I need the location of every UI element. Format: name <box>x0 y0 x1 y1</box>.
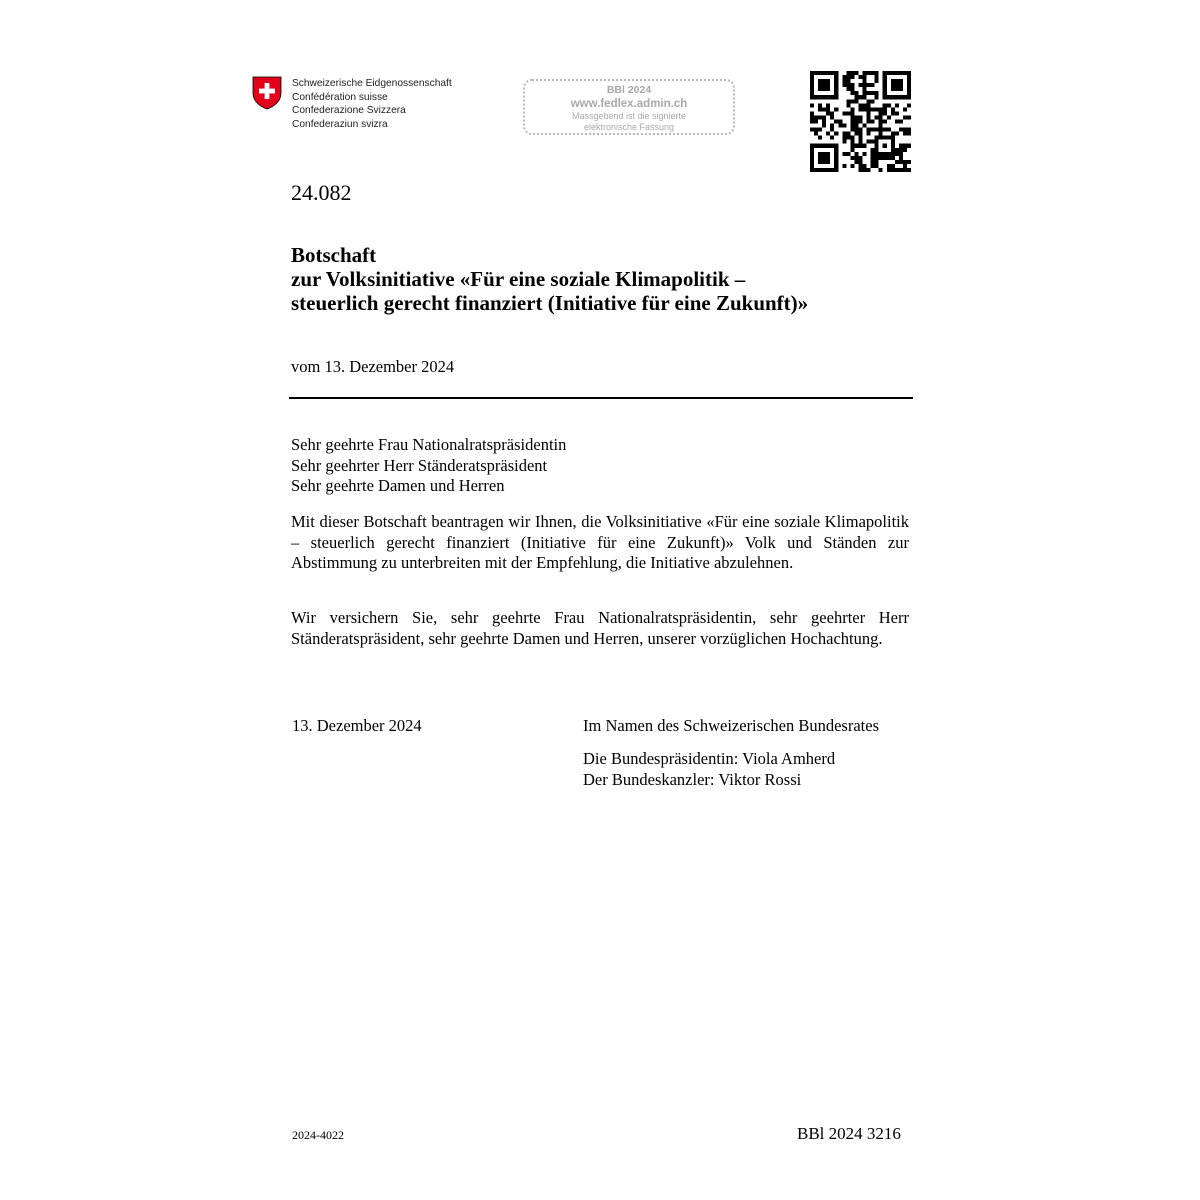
confederation-de: Schweizerische Eidgenossenschaft <box>292 78 452 89</box>
footer-reference: 2024-4022 <box>292 1128 344 1142</box>
title-line-3: steuerlich gerecht finanziert (Initiative für eine Zukunft)» <box>291 291 809 315</box>
footer-bbl-page: BBl 2024 3216 <box>797 1124 901 1143</box>
publication-stamp <box>523 79 735 135</box>
swiss-coat-of-arms-icon <box>252 76 282 110</box>
salutation-line: Sehr geehrte Frau Nationalratspräsidentin <box>291 435 567 454</box>
signatories <box>583 749 835 790</box>
confederation-names <box>292 77 452 131</box>
signature-date: 13. Dezember 2024 <box>292 716 422 735</box>
qr-code-icon <box>810 71 911 172</box>
stamp-url: www.fedlex.admin.ch <box>570 98 688 110</box>
paragraph-request: Mit dieser Botschaft beantragen wir Ihnen, die Volksinitiative «Für eine soziale Klimapolitik – steuerlich gerecht finanziert (Initiative für eine Zukunft)» Volk und Ständen zur Abstimmung zu unterbreiten mit der Empfehlung, die Initiative abzulehnen. <box>291 512 909 572</box>
stamp-bbl: BBl 2024 <box>606 84 652 96</box>
document-date: vom 13. Dezember 2024 <box>291 357 455 376</box>
signatory-chancellor: Der Bundeskanzler: Viktor Rossi <box>583 769 802 789</box>
paragraph-closing: Wir versichern Sie, sehr geehrte Frau Nationalratspräsidentin, sehr geehrter Herr Ständeratspräsident, sehr geehrte Damen und Herren, unserer vorzüglichen Hochachtung. <box>291 608 909 648</box>
document-number: 24.082 <box>291 180 352 205</box>
stamp-note-2: elektronische Fassung <box>583 122 675 132</box>
title-line-1: Botschaft <box>291 243 377 267</box>
signatory-president: Die Bundespräsidentin: Viola Amherd <box>583 749 836 768</box>
confederation-rm: Confederaziun svizra <box>292 118 388 130</box>
salutation-line: Sehr geehrte Damen und Herren <box>291 476 505 495</box>
confederation-it: Confederazione Svizzera <box>292 105 406 116</box>
confederation-fr: Confédération suisse <box>292 91 388 103</box>
document-title <box>291 243 808 315</box>
salutation <box>291 435 909 497</box>
signature-on-behalf: Im Namen des Schweizerischen Bundesrates <box>583 716 879 735</box>
stamp-note-1: Massgebend ist die signierte <box>571 111 687 121</box>
title-line-2: zur Volksinitiative «Für eine soziale Klimapolitik – <box>291 267 746 291</box>
separator-rule <box>289 397 913 399</box>
salutation-line: Sehr geehrter Herr Ständeratspräsident <box>291 455 548 475</box>
